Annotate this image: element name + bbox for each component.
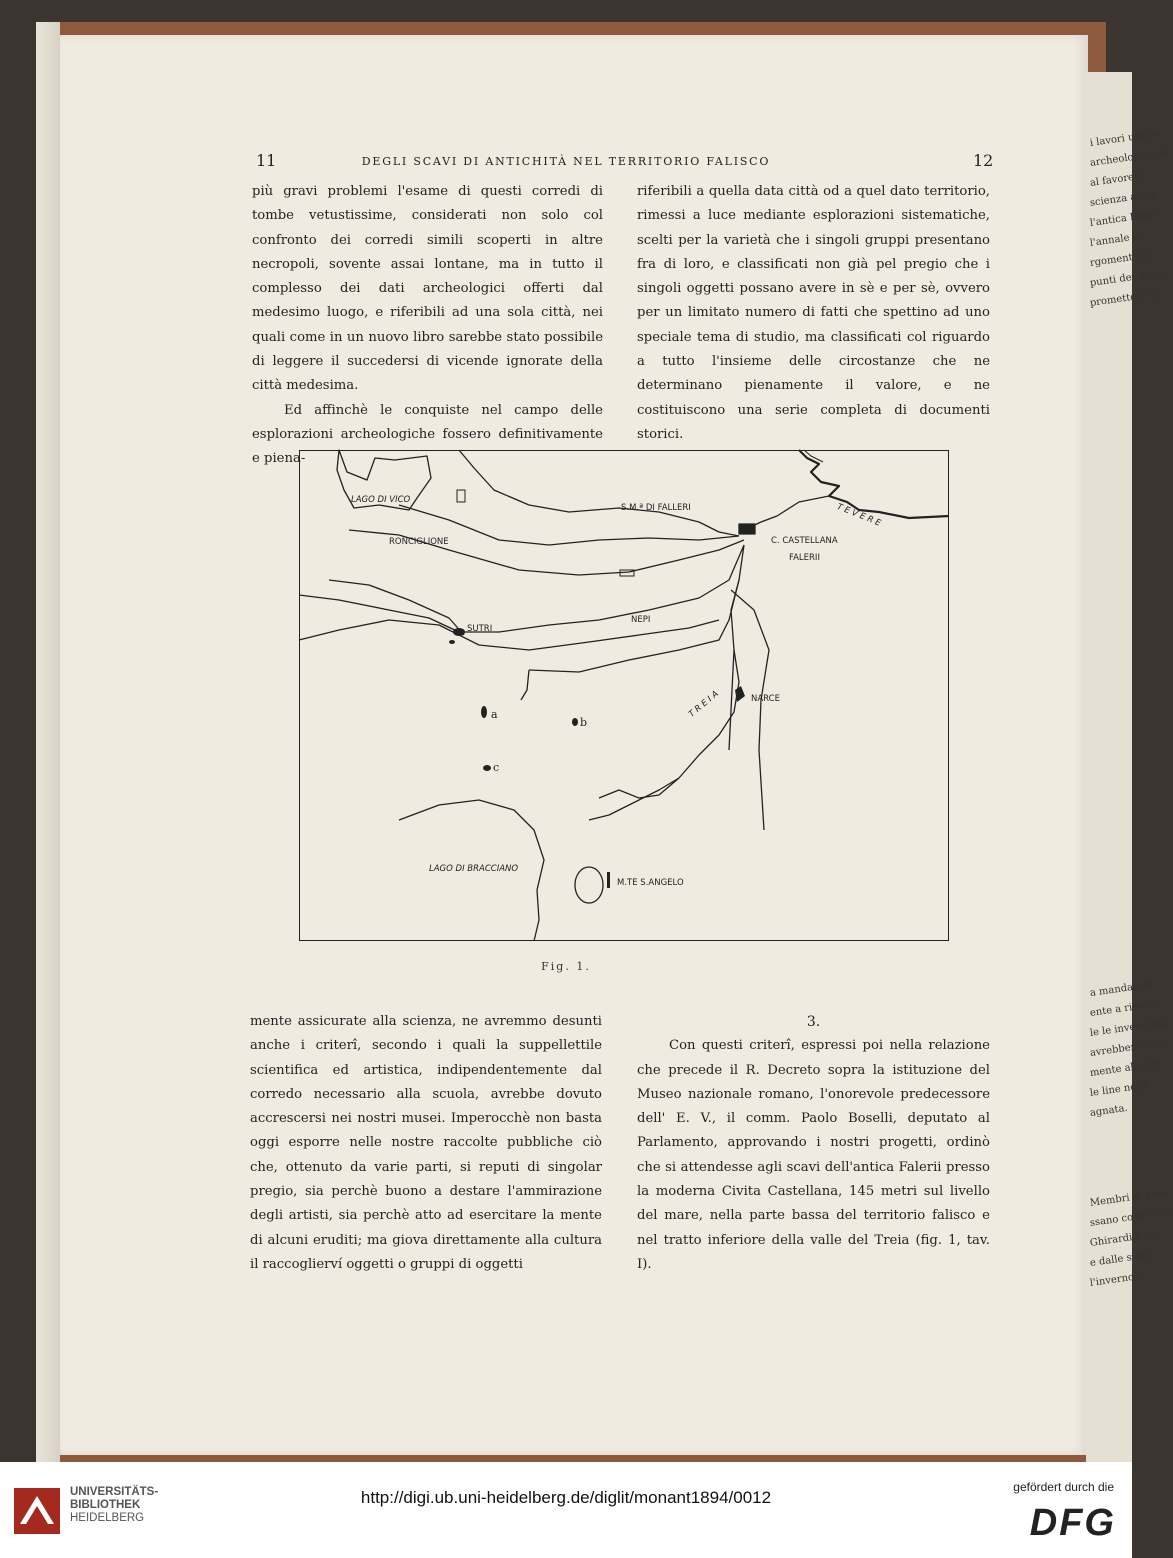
town-c-castellana [739, 524, 755, 534]
adjacent-page-fragment: rgomenta di [1089, 249, 1152, 269]
library-name-line: HEIDELBERG [70, 1512, 145, 1524]
column-top-left [252, 180, 603, 472]
map-figure [299, 450, 949, 941]
paragraph: riferibili a quella data città od a quel dato territorio, rimessi a luce mediante esplorazioni sistematiche, scelti per la varietà che i singoli gruppi presentano fra di loro, e classificati non già pel pregio che i singoli oggetti possano avere in sè e per sè, ovvero per un limitato numero di fatti che spettino ad uno speciale tema di studio, ma classificati col riguardo a tutto l'insieme delle circostanze che ne determinano pienamente il valore, e ne costituiscono una serie completa di documenti storici. [637, 184, 990, 442]
label-site-a: a [491, 708, 498, 721]
river-treia-east [731, 590, 769, 830]
river-west-1 [299, 545, 744, 632]
site-b [572, 718, 578, 726]
label-site-c: c [493, 761, 500, 774]
town-sutri [453, 628, 465, 636]
label-sutri: SUTRI [467, 624, 493, 634]
paragraph: mente assicurate alla scienza, ne avremmo desunti anche i criterî, secondo i quali la suppellettile scientifica ed artistica, indipendentemente dal corredo necessario alla scuola, avrebbe dovuto accrescersi nei nostri musei. Imperocchè non basta oggi esporre nelle nostre raccolte pubbliche ciò che, ottenuto da varie parti, si reputi di singolar pregio, sia perchè buono a destare l'ammirazione degli artisti, sia perchè atto ad esercitare la mente di alcuni eruditi; ma giova direttamente alla cultura il raccoglierví oggetti o gruppi di oggetti [250, 1014, 602, 1272]
adjacent-page-fragment: l'antica Faleri [1089, 208, 1160, 229]
library-name-line: UNIVERSITÄTS- [70, 1486, 159, 1498]
permalink-url[interactable]: http://digi.ub.uni-heidelberg.de/diglit/monant1894/0012 [360, 1488, 772, 1507]
label-lago-vico: LAGO DI VICO [351, 495, 411, 505]
adjacent-page-fragment: avrebbero appo [1089, 1036, 1170, 1059]
adjacent-page-strip [1086, 72, 1173, 1462]
river-main-east [744, 496, 829, 530]
river-treia [589, 545, 744, 820]
left-page-number: 11 [256, 151, 277, 170]
running-title: DEGLI SCAVI DI ANTICHITÀ NEL TERRITORIO FALISCO [361, 155, 771, 168]
river-tevere [799, 450, 949, 518]
label-nepi: NEPI [631, 615, 651, 625]
section-number: 3. [806, 1014, 821, 1030]
adjacent-page-fragment: al favore di [1089, 170, 1148, 189]
adjacent-page-fragment: a mandati in [1089, 979, 1154, 999]
label-narce: NARCE [751, 694, 780, 704]
library-name-line: BIBLIOTHEK [70, 1499, 141, 1511]
label-lago-bracciano: LAGO DI BRACCIANO [429, 864, 519, 874]
label-m-s-angelo: M.TE S.ANGELO [617, 878, 684, 888]
adjacent-page-fragment: scienza all' in [1089, 188, 1159, 209]
paragraph: più gravi problemi l'esame di questi corredi di tombe vetustissime, considerati non solo col confronto dei corredi simili scoperti in altre necropoli, sovente assai lontane, ma in tutto il complesso dei dati archeologici offerti dal medesimo luogo, e riferibili ad una sola città, nei quali come in un nuovo libro sarebbe stato possibile di leggere il succedersi di vicende ignorate della città medesima. [252, 184, 603, 394]
paragraph: Con questi criterî, espressi poi nella relazione che precede il R. Decreto sopra la istituzione del Museo nazionale romano, l'onorevole predecessore dell' E. V., il comm. Paolo Boselli, deputato al Parlamento, approvando i nostri progetti, ordinò che si attendesse agli scavi dell'antica Falerii presso la moderna Civita Castellana, 145 metri sul livello del mare, nella parte bassa del territorio falisco e nel tratto inferiore della valle del Treia (fig. 1, tav. I). [637, 1038, 990, 1272]
lake-m-s-angelo [575, 867, 603, 903]
adjacent-page-fragment: l'annale Ci [1089, 230, 1145, 249]
label-treia: T R E I A [687, 689, 721, 720]
river-sutri [299, 620, 719, 650]
river-north-1 [459, 450, 739, 536]
adjacent-page-fragment: archeologica, av [1089, 146, 1173, 169]
adjacent-page-fragment: Ghirardi il sig. [1089, 1227, 1164, 1249]
dfg-logo: DFG [1029, 1502, 1116, 1544]
site-c [483, 765, 491, 771]
adjacent-page-fragment: prometto a dir [1089, 287, 1164, 309]
label-tevere: T E V E R E [835, 502, 883, 529]
paragraph: Ed affinchè le conquiste nel campo delle esplorazioni archeologiche fossero definitivamente e piena- [252, 402, 603, 467]
page-left-edge [36, 22, 60, 1462]
adjacent-page-fragment: le line nella [1089, 1079, 1150, 1099]
site-a [481, 706, 487, 718]
adjacent-page-fragment: le le investigazi [1089, 1017, 1169, 1039]
viewer-footer [0, 1462, 1132, 1558]
site-s-angelo [607, 872, 610, 888]
map-drawing [299, 450, 949, 941]
adjacent-page-fragment: l'inverno c [1089, 1270, 1144, 1289]
adjacent-page-fragment: ssano come Ugo [1089, 1206, 1173, 1229]
right-page-number: 12 [973, 151, 994, 170]
river-south-nepi [529, 580, 739, 672]
column-top-right [637, 180, 990, 447]
adjacent-page-fragment: Membri di esse [1089, 1187, 1169, 1209]
label-falerii: FALERII [789, 553, 820, 563]
adjacent-page-fragment: punti dei quali [1089, 267, 1164, 289]
label-ronciglione: RONCIGLIONE [389, 537, 449, 547]
adjacent-page-fragment: i lavori ufficia [1089, 128, 1160, 149]
funded-by-text: gefördert durch die [1013, 1480, 1114, 1494]
label-site-b: b [580, 716, 588, 729]
adjacent-page-fragment: agnata. [1089, 1102, 1129, 1119]
adjacent-page-fragment: ente a ricerca [1089, 998, 1161, 1019]
label-s-maria-falleri: S.M.ª DI FALLERI [621, 503, 691, 513]
figure-caption: Fig. 1. [541, 960, 591, 973]
adjacent-page-fragment: e dalle sue p [1089, 1249, 1155, 1269]
label-c-castellana: C. CASTELLANA [771, 536, 838, 546]
column-bottom-right [637, 1010, 990, 1277]
column-bottom-left [250, 1010, 602, 1277]
adjacent-page-fragment: mente alla top [1089, 1057, 1163, 1079]
